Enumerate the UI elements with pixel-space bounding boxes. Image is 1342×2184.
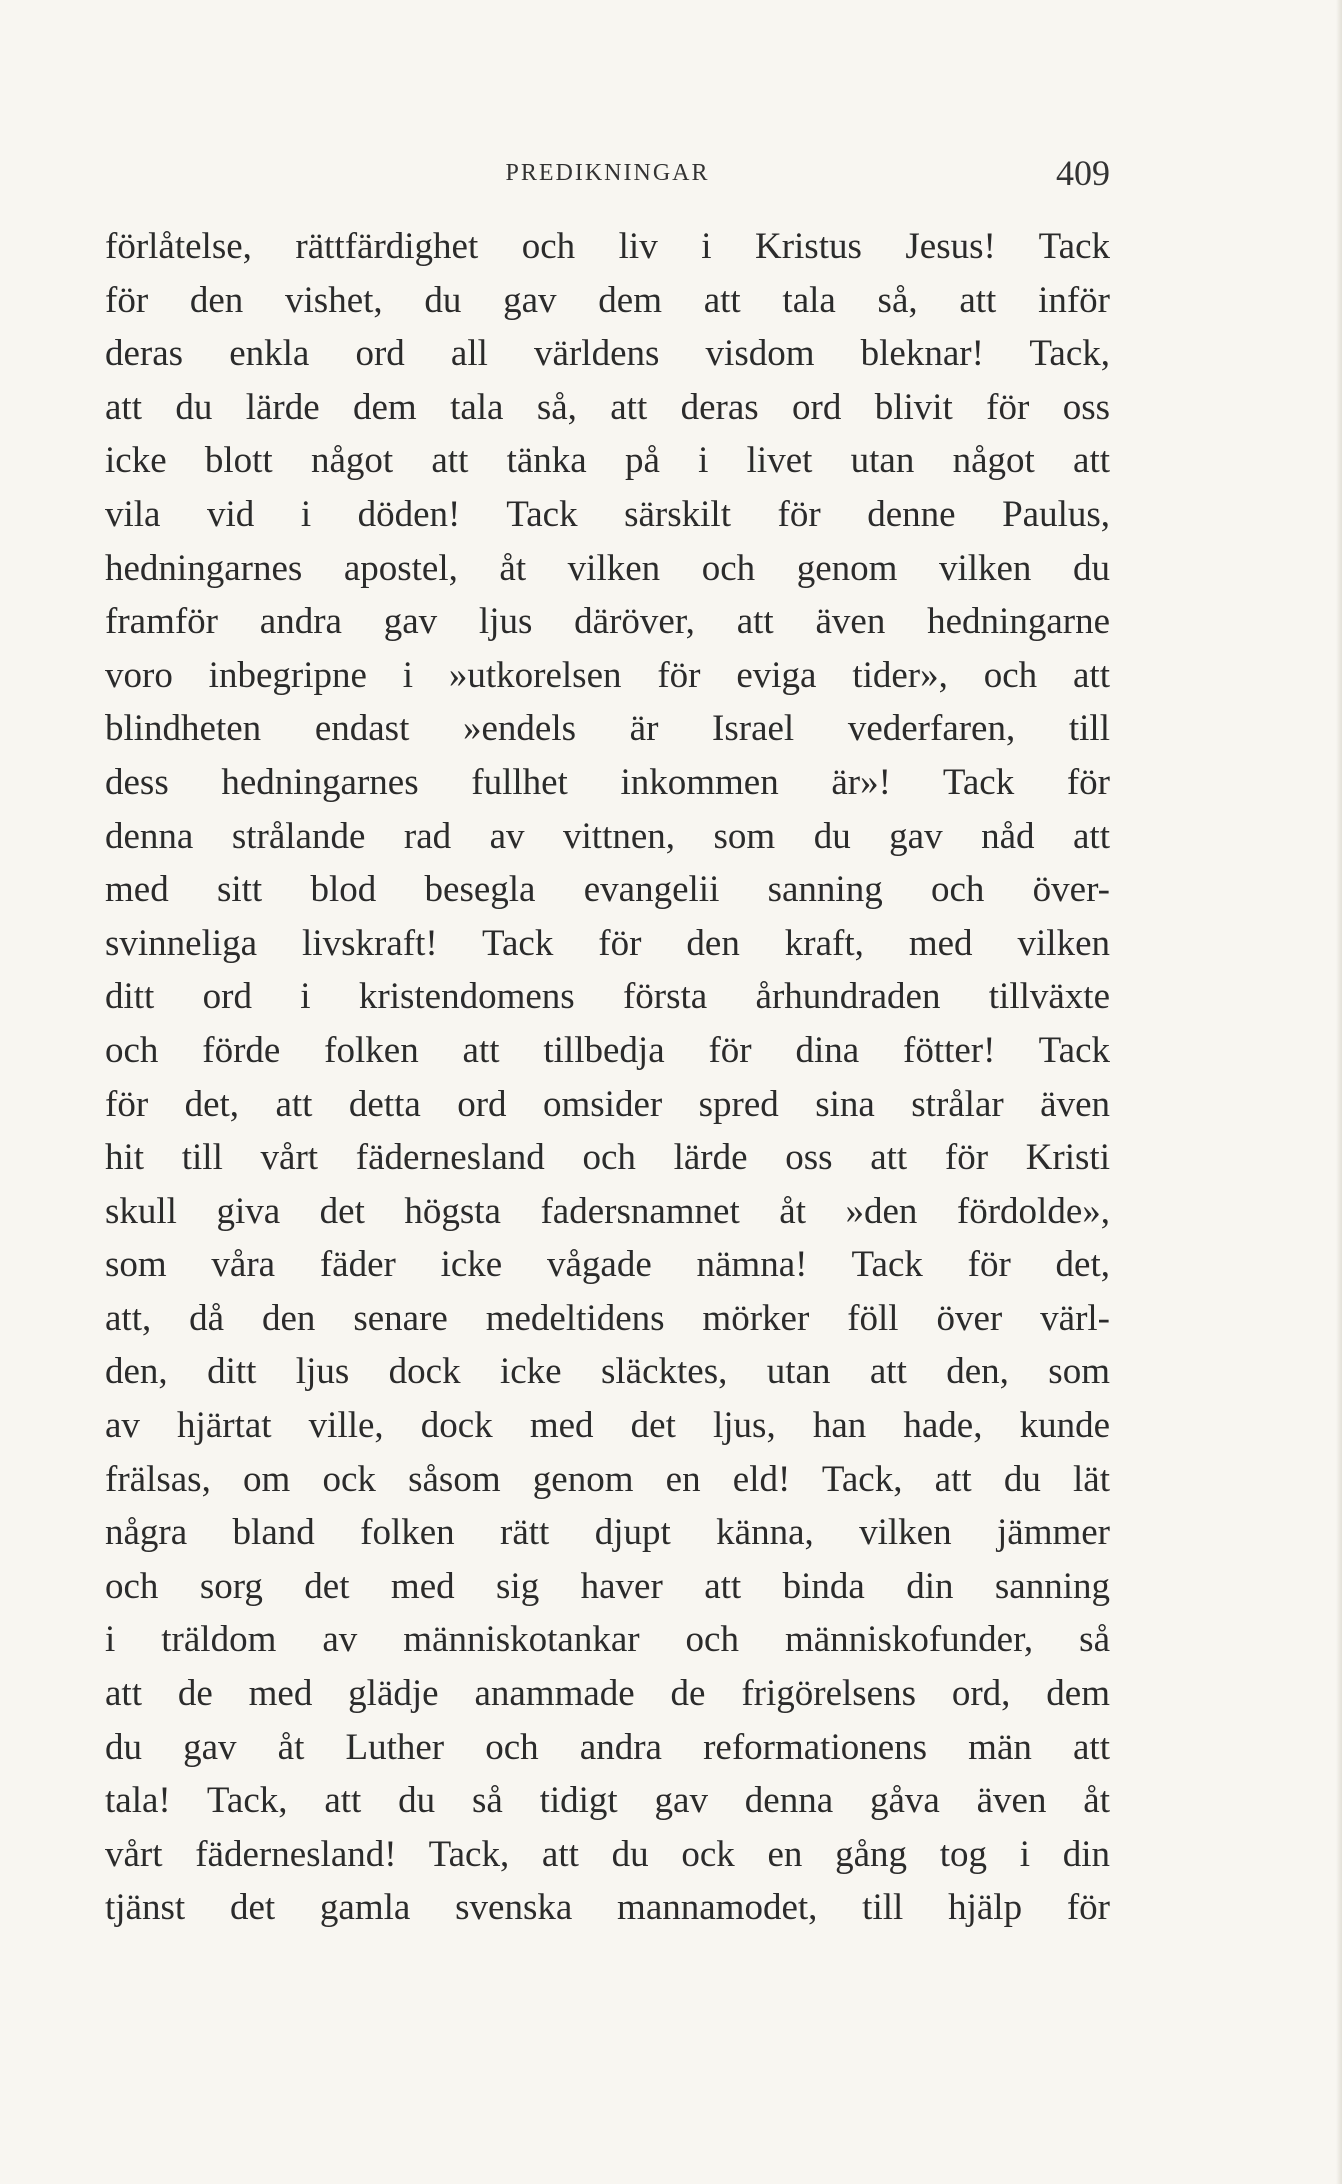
- text-line: denna strålande rad av vittnen, som du gav nåd att: [105, 815, 1110, 857]
- text-line: hit till vårt fädernesland och lärde oss att för Kristi: [105, 1137, 1110, 1179]
- page-edge: [1336, 0, 1342, 2184]
- text-line: för det, att detta ord omsider spred sina strålar även: [105, 1083, 1110, 1125]
- text-line: ditt ord i kristendomens första århundraden tillväxte: [105, 976, 1110, 1018]
- text-line: tala! Tack, att du så tidigt gav denna gåva även åt: [105, 1780, 1110, 1822]
- text-line: att, då den senare medeltidens mörker föll över värl-: [105, 1297, 1110, 1339]
- text-line: voro inbegripne i »utkorelsen för eviga tider», och att: [105, 654, 1110, 696]
- text-line: icke blott något att tänka på i livet utan något att: [105, 440, 1110, 482]
- text-line: några bland folken rätt djupt känna, vilken jämmer: [105, 1512, 1110, 1554]
- text-line: vila vid i döden! Tack särskilt för denne Paulus,: [105, 493, 1110, 535]
- text-line: tjänst det gamla svenska mannamodet, till hjälp för: [105, 1887, 1110, 1929]
- text-line: i träldom av människotankar och människofunder, så: [105, 1619, 1110, 1661]
- text-line: att du lärde dem tala så, att deras ord blivit för oss: [105, 386, 1110, 428]
- text-line: för den vishet, du gav dem att tala så, att inför: [105, 279, 1110, 321]
- text-line: av hjärtat ville, dock med det ljus, han hade, kunde: [105, 1405, 1110, 1447]
- page-header: [105, 153, 1110, 200]
- text-line: du gav åt Luther och andra reformationens män att: [105, 1726, 1110, 1768]
- text-line: den, ditt ljus dock icke släcktes, utan att den, som: [105, 1351, 1110, 1393]
- page-number: 409: [1056, 153, 1110, 193]
- text-line: och förde folken att tillbedja för dina fötter! Tack: [105, 1029, 1110, 1071]
- text-line: deras enkla ord all världens visdom bleknar! Tack,: [105, 333, 1110, 375]
- text-line: som våra fäder icke vågade nämna! Tack för det,: [105, 1244, 1110, 1286]
- text-line: och sorg det med sig haver att binda din sanning: [105, 1565, 1110, 1607]
- text-line: framför andra gav ljus däröver, att även hedningarne: [105, 601, 1110, 643]
- text-line: frälsas, om ock såsom genom en eld! Tack, att du lät: [105, 1458, 1110, 1500]
- body-text: [105, 220, 1110, 1935]
- text-line: förlåtelse, rättfärdighet och liv i Kristus Jesus! Tack: [105, 226, 1110, 267]
- text-line: blindheten endast »endels är Israel vederfaren, till: [105, 708, 1110, 750]
- text-line: skull giva det högsta fadersnamnet åt »den fördolde»,: [105, 1190, 1110, 1232]
- text-line: med sitt blod besegla evangelii sanning och över-: [105, 869, 1110, 911]
- text-line: vårt fädernesland! Tack, att du ock en gång tog i din: [105, 1833, 1110, 1875]
- text-line: dess hedningarnes fullhet inkommen är»! Tack för: [105, 761, 1110, 803]
- text-line: att de med glädje anammade de frigörelsens ord, dem: [105, 1673, 1110, 1715]
- running-head: PREDIKNINGAR: [505, 160, 710, 186]
- text-line: svinneliga livskraft! Tack för den kraft, med vilken: [105, 922, 1110, 964]
- text-line: hedningarnes apostel, åt vilken och genom vilken du: [105, 547, 1110, 589]
